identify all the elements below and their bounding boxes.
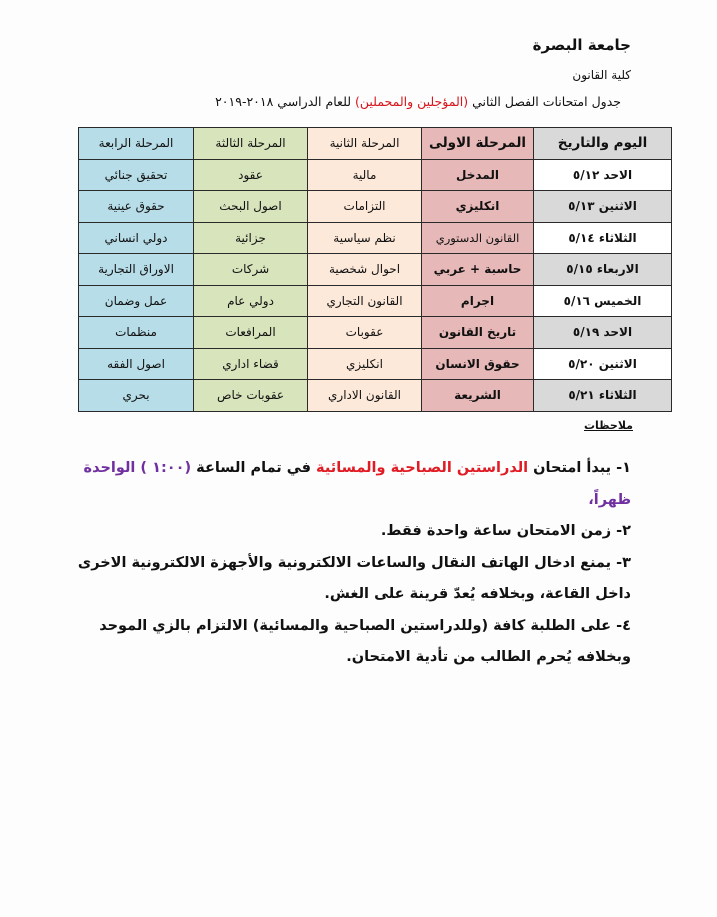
cell-stage-3: عقوبات خاص [194, 380, 308, 412]
table-header-row [79, 128, 672, 160]
cell-stage-3: جزائية [194, 222, 308, 254]
note-1-mid: في تمام الساعة [191, 460, 317, 476]
cell-stage-1: حقوق الانسان [422, 348, 534, 380]
cell-stage-3: عقود [194, 159, 308, 191]
header-stage-4: المرحلة الرابعة [79, 128, 194, 160]
exam-schedule-table [78, 127, 672, 412]
title-highlight: (المؤجلين والمحملين) [355, 94, 469, 109]
table-row [79, 191, 672, 223]
cell-stage-1: حاسبة + عربي [422, 254, 534, 286]
table-row [79, 317, 672, 349]
header-stage-2: المرحلة الثانية [308, 128, 422, 160]
table-row [79, 348, 672, 380]
header-stage-3: المرحلة الثالثة [194, 128, 308, 160]
cell-stage-4: حقوق عينية [79, 191, 194, 223]
table-row [79, 159, 672, 191]
cell-stage-4: اصول الفقه [79, 348, 194, 380]
cell-day: الاربعاء ٥/١٥ [534, 254, 672, 286]
header-day-date: اليوم والتاريخ [534, 128, 672, 160]
cell-stage-4: الاوراق التجارية [79, 254, 194, 286]
cell-stage-2: التزامات [308, 191, 422, 223]
cell-stage-1: انكليزي [422, 191, 534, 223]
cell-stage-2: انكليزي [308, 348, 422, 380]
cell-stage-2: نظم سياسية [308, 222, 422, 254]
note-4: ٤- على الطلبة كافة (وللدراستين الصباحية والمسائية) الالتزام بالزي الموحد وبخلافه يُحرم الطالب من تأدية الامتحان. [99, 617, 631, 665]
cell-stage-4: دولي انساني [79, 222, 194, 254]
cell-stage-3: المرافعات [194, 317, 308, 349]
title-text: جدول امتحانات الفصل الثاني [468, 94, 621, 109]
note-1-prefix: ١- يبدأ امتحان [528, 460, 631, 476]
cell-day: الثلاثاء ٥/١٤ [534, 222, 672, 254]
cell-day: الثلاثاء ٥/٢١ [534, 380, 672, 412]
cell-day: الاحد ٥/١٩ [534, 317, 672, 349]
table-row [79, 285, 672, 317]
cell-stage-2: عقوبات [308, 317, 422, 349]
header-stage-1: المرحلة الاولى [422, 128, 534, 160]
cell-stage-3: اصول البحث [194, 191, 308, 223]
cell-stage-3: قضاء اداري [194, 348, 308, 380]
notes-heading: ملاحظات [584, 419, 633, 432]
cell-stage-2: القانون الاداري [308, 380, 422, 412]
cell-stage-4: بحري [79, 380, 194, 412]
cell-day: الاثنين ٥/١٣ [534, 191, 672, 223]
college-name: كلية القانون [572, 68, 631, 82]
cell-stage-1: تاريخ القانون [422, 317, 534, 349]
note-3: ٣- يمنع ادخال الهاتف النقال والساعات الالكترونية والأجهزة الالكترونية الاخرى داخل القاعة، وبخلافه يُعدّ قرينة على الغش. [77, 554, 631, 602]
note-1-highlight-purple: (١:٠٠ ) الواحدة ظهراً، [83, 460, 631, 508]
notes-list [49, 453, 631, 674]
cell-stage-4: منظمات [79, 317, 194, 349]
cell-stage-4: عمل وضمان [79, 285, 194, 317]
schedule-title [215, 94, 621, 109]
cell-stage-1: الشريعة [422, 380, 534, 412]
cell-stage-2: القانون التجاري [308, 285, 422, 317]
note-2: ٢- زمن الامتحان ساعة واحدة فقط. [380, 523, 631, 539]
title-year: للعام الدراسي ٢٠١٨-٢٠١٩ [215, 94, 356, 109]
cell-day: الخميس ٥/١٦ [534, 285, 672, 317]
cell-day: الاثنين ٥/٢٠ [534, 348, 672, 380]
cell-stage-2: مالية [308, 159, 422, 191]
note-1 [49, 453, 631, 516]
table-row [79, 254, 672, 286]
cell-stage-1: المدخل [422, 159, 534, 191]
cell-stage-1: اجرام [422, 285, 534, 317]
cell-stage-1: القانون الدستوري [422, 222, 534, 254]
table-row [79, 222, 672, 254]
note-1-highlight-red: الدراستين الصباحية والمسائية [316, 460, 529, 476]
cell-day: الاحد ٥/١٢ [534, 159, 672, 191]
cell-stage-2: احوال شخصية [308, 254, 422, 286]
cell-stage-3: شركات [194, 254, 308, 286]
cell-stage-4: تحقيق جنائي [79, 159, 194, 191]
cell-stage-3: دولي عام [194, 285, 308, 317]
table-row [79, 380, 672, 412]
university-name: جامعة البصرة [532, 36, 631, 54]
